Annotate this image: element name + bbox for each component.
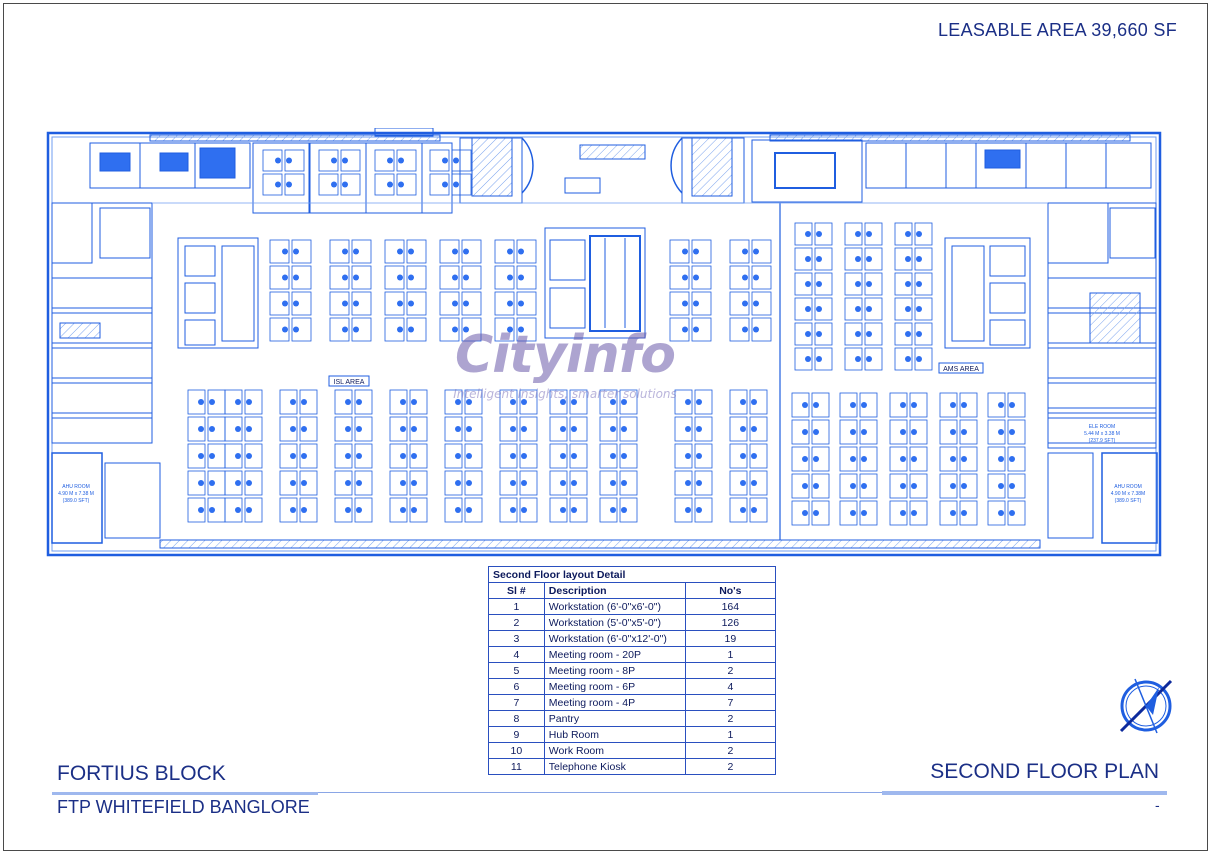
- watermark-tagline: Intelligent insights, smarter solutions: [453, 387, 677, 401]
- ahu-left-title: AHU ROOM: [62, 484, 90, 490]
- cell-sl: 11: [489, 759, 545, 775]
- workstation-cluster: [895, 223, 932, 370]
- cell-count: 7: [685, 695, 775, 711]
- block-name: FORTIUS BLOCK: [57, 762, 226, 785]
- cell-count: 2: [685, 711, 775, 727]
- cabin-desks: [430, 150, 471, 195]
- cell-sl: 5: [489, 663, 545, 679]
- site-name: FTP WHITEFIELD BANGLORE: [57, 797, 310, 817]
- title-rule-left: [52, 792, 318, 795]
- cell-sl: 8: [489, 711, 545, 727]
- utility-right: [1048, 453, 1093, 538]
- workstation-cluster: [890, 393, 927, 525]
- cell-description: Workstation (5'-0"x5'-0"): [544, 615, 685, 631]
- workstation-cluster: [795, 223, 832, 370]
- cell-count: 2: [685, 663, 775, 679]
- cabin-desks: [319, 150, 360, 195]
- workstation-cluster: [335, 390, 372, 522]
- lift-lobby: [580, 145, 645, 159]
- table-row: [489, 711, 776, 727]
- workstation-cluster: [940, 393, 977, 525]
- cell-count: 164: [685, 599, 775, 615]
- ahu-right-sft: (389.0 SFT): [1114, 498, 1142, 504]
- cell-description: Hub Room: [544, 727, 685, 743]
- center-meeting-block: [545, 228, 645, 338]
- workstation-cluster: [270, 240, 311, 341]
- table-body: [489, 599, 776, 775]
- cell-sl: 4: [489, 647, 545, 663]
- cell-description: Work Room: [544, 743, 685, 759]
- cell-count: 2: [685, 743, 775, 759]
- meeting-block-right: [945, 238, 1030, 348]
- header-count: No's: [685, 583, 775, 599]
- table-row: [489, 631, 776, 647]
- table-title: Second Floor layout Detail: [489, 567, 776, 583]
- watermark-logo: Cityinfo: [455, 325, 675, 385]
- title-rule-middle: [318, 792, 886, 793]
- table-row: [489, 599, 776, 615]
- table-row: [489, 695, 776, 711]
- watermark: [425, 325, 705, 435]
- header-description: Description: [544, 583, 685, 599]
- layout-detail-table: [488, 566, 776, 775]
- lobby-desk: [565, 178, 600, 193]
- ele-room-size: 5.44 M x 3.38 M: [1084, 431, 1120, 437]
- workstation-cluster: [385, 240, 426, 341]
- service-core-right: [1048, 203, 1156, 448]
- title-rule-right: [882, 791, 1167, 795]
- table-row: [489, 743, 776, 759]
- header-sl: Sl #: [489, 583, 545, 599]
- leasable-area-label: LEASABLE AREA 39,660 SF: [937, 20, 1177, 40]
- ahu-left-sft: (389.0 SFT): [62, 498, 90, 504]
- cell-count: 19: [685, 631, 775, 647]
- ahu-right-title: AHU ROOM: [1114, 484, 1142, 490]
- cell-description: Meeting room - 4P: [544, 695, 685, 711]
- cell-sl: 3: [489, 631, 545, 647]
- cabins-top-right: [752, 140, 1151, 202]
- cell-sl: 2: [489, 615, 545, 631]
- workstation-cluster: [730, 390, 767, 522]
- cell-count: 1: [685, 727, 775, 743]
- cell-description: Meeting room - 6P: [544, 679, 685, 695]
- cell-description: Telephone Kiosk: [544, 759, 685, 775]
- workstation-cluster: [840, 393, 877, 525]
- workstation-cluster: [225, 390, 262, 522]
- cell-description: Pantry: [544, 711, 685, 727]
- workstation-cluster: [188, 390, 225, 522]
- workstation-cluster: [330, 240, 371, 341]
- service-core-left: [52, 203, 152, 443]
- cell-count: 1: [685, 647, 775, 663]
- cabin-desks: [263, 150, 304, 195]
- ams-area-label: AMS AREA: [943, 366, 979, 373]
- cabin-desks: [375, 150, 416, 195]
- south-facade: [160, 540, 1040, 548]
- ele-room-title: ELE ROOM: [1088, 424, 1116, 430]
- utility-left: [105, 463, 160, 538]
- workstation-cluster: [845, 223, 882, 370]
- table-title-row: [489, 567, 776, 583]
- table-row: [489, 679, 776, 695]
- cell-description: Meeting room - 8P: [544, 663, 685, 679]
- staircase-right: [671, 138, 744, 203]
- cell-description: Meeting room - 20P: [544, 647, 685, 663]
- cell-description: Workstation (6'-0"x12'-0"): [544, 631, 685, 647]
- ahu-left-size: 4.90 M x 7.38 M: [58, 491, 94, 497]
- ahu-right-size: 4.90 M x 7.38M: [1110, 491, 1146, 497]
- isl-area-label: ISL AREA: [333, 379, 365, 386]
- cell-count: 126: [685, 615, 775, 631]
- table-row: [489, 615, 776, 631]
- workstation-cluster: [792, 393, 829, 525]
- workstation-cluster: [730, 240, 771, 341]
- north-arrow-icon: [1113, 673, 1179, 739]
- meeting-block-left: [178, 238, 258, 348]
- plan-name: SECOND FLOOR PLAN: [930, 760, 1159, 783]
- cell-sl: 1: [489, 599, 545, 615]
- table-row: [489, 759, 776, 775]
- workstation-cluster: [280, 390, 317, 522]
- table-row: [489, 663, 776, 679]
- table-row: [489, 727, 776, 743]
- cell-sl: 9: [489, 727, 545, 743]
- ele-room-sft: (237.9 SFT): [1088, 438, 1116, 444]
- cell-count: 4: [685, 679, 775, 695]
- sheet-mark: -: [1155, 797, 1160, 813]
- workstation-cluster: [390, 390, 427, 522]
- table-header-row: [489, 583, 776, 599]
- table-row: [489, 647, 776, 663]
- cell-sl: 7: [489, 695, 545, 711]
- cell-description: Workstation (6'-0"x6'-0"): [544, 599, 685, 615]
- cell-sl: 10: [489, 743, 545, 759]
- cell-count: 2: [685, 759, 775, 775]
- workstation-cluster: [988, 393, 1025, 525]
- cell-sl: 6: [489, 679, 545, 695]
